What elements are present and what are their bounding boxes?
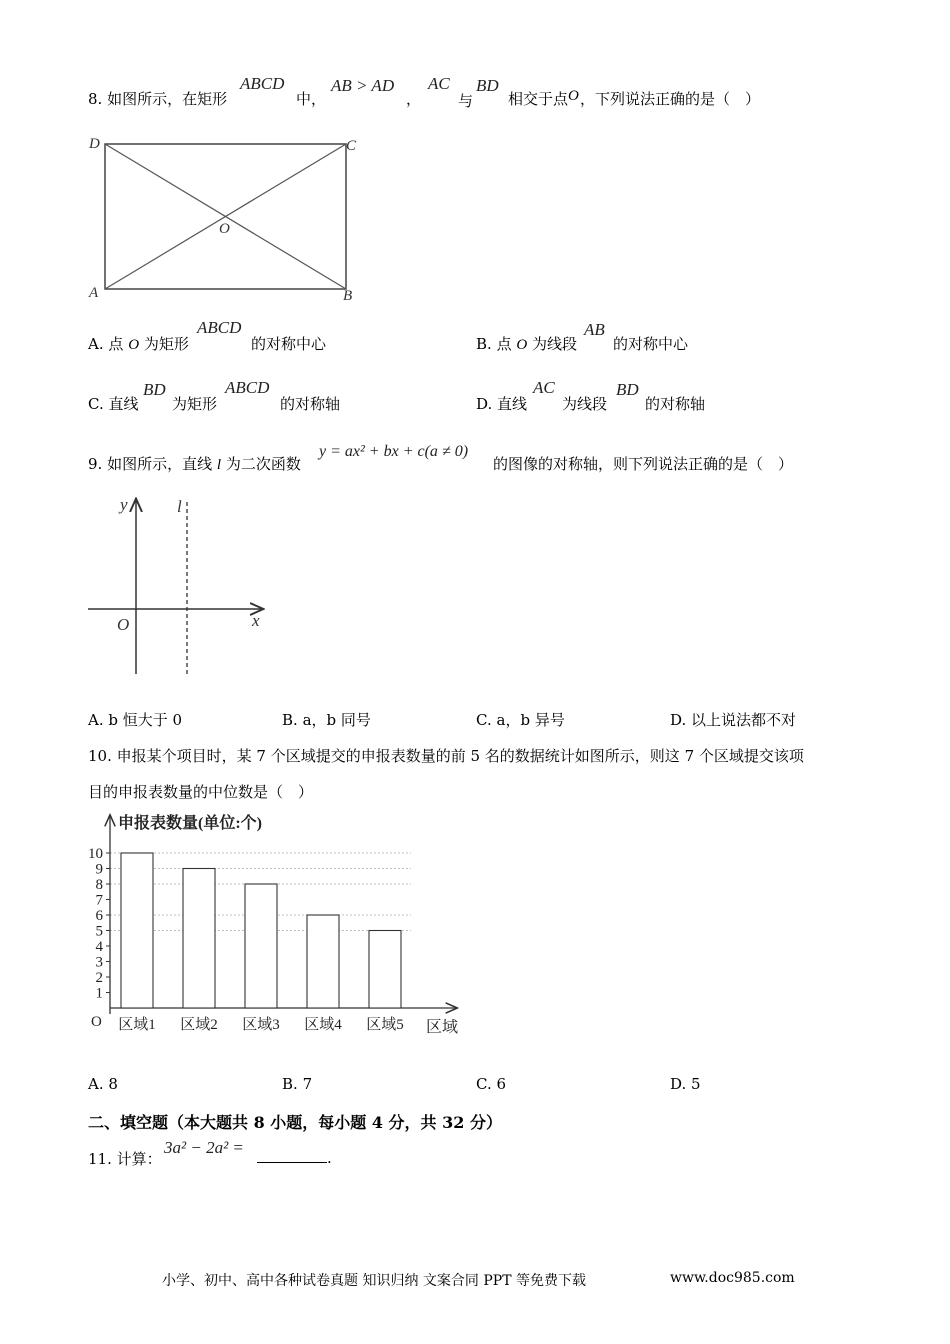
q8-option-c[interactable]	[88, 393, 139, 414]
bar-1	[121, 853, 153, 1008]
q8-option-b[interactable]	[476, 333, 577, 354]
y-tick-label-1: 1	[95, 985, 103, 1002]
q8-text-4: 与	[458, 92, 474, 110]
option-text: 直线	[497, 395, 528, 413]
option-key: D.	[476, 395, 493, 413]
option-var: O	[128, 337, 140, 353]
y-tick-label-8: 8	[95, 877, 103, 893]
section-2-title: 二、填空题（本大题共 8 小题，每小题 4 分，共 32 分）	[88, 1113, 502, 1132]
q10-bar-chart	[84, 808, 474, 1038]
y-tick-label-4: 4	[95, 939, 103, 955]
q9-option-b[interactable]	[282, 709, 371, 730]
q10-option-d[interactable]	[670, 1075, 701, 1093]
option-key: D.	[670, 711, 687, 729]
bar-2	[183, 869, 215, 1009]
q8-option-c-math-2: ABCD	[225, 378, 270, 397]
q8-option-b-math: AB	[584, 320, 605, 339]
q10-number: 10.	[88, 747, 112, 765]
option-key: A.	[88, 711, 104, 729]
y-tick-label-3: 3	[95, 954, 103, 971]
y-tick-label-5: 5	[95, 923, 103, 940]
category-label-1: 区域1	[118, 1017, 156, 1033]
q11-formula: 3a² − 2a² =	[164, 1138, 244, 1157]
bar-3	[245, 884, 277, 1008]
q8-option-c-tail: 的对称轴	[280, 395, 341, 413]
y-axis-label: y	[120, 495, 128, 514]
q8-option-d[interactable]	[476, 393, 527, 414]
q8-option-b-tail: 的对称中心	[613, 335, 689, 353]
option-key: A.	[88, 335, 104, 353]
answer-blank-line	[257, 1148, 327, 1163]
option-text: 5	[691, 1075, 701, 1093]
x-axis-label: x	[252, 611, 260, 630]
q8-option-c-math-1: BD	[143, 380, 166, 399]
category-label-3: 区域3	[242, 1017, 280, 1033]
bar-4	[307, 915, 339, 1008]
option-key: C.	[88, 395, 104, 413]
q9-option-a[interactable]	[88, 709, 182, 730]
q8-option-d-tail: 的对称轴	[645, 395, 706, 413]
option-text: 直线	[108, 395, 139, 413]
option-text: a，b 同号	[302, 711, 371, 729]
q8-rectangle-figure	[84, 130, 374, 310]
q8-option-c-text-2: 为矩形	[172, 395, 218, 413]
q8-number: 8.	[88, 90, 103, 108]
category-label-4: 区域4	[304, 1017, 342, 1033]
q11-answer-blank[interactable]	[257, 1148, 332, 1167]
q9-option-c[interactable]	[476, 709, 565, 730]
q8-math-ab-gt-ad: AB > AD	[331, 76, 395, 95]
option-key: C.	[476, 1075, 492, 1093]
q8-option-a-math: ABCD	[197, 318, 242, 337]
option-key: C.	[476, 711, 492, 729]
q8-math-o: O	[568, 88, 579, 104]
option-text: 7	[302, 1075, 313, 1093]
option-key: B.	[282, 1075, 298, 1093]
y-tick-label-6: 6	[95, 908, 103, 924]
bar-5	[369, 931, 401, 1009]
origin-label: O	[91, 1014, 102, 1030]
q11-period: .	[327, 1149, 332, 1167]
q10-option-a[interactable]	[88, 1075, 118, 1093]
q8-option-a[interactable]	[88, 333, 189, 354]
q9-var-l: l	[216, 457, 222, 473]
option-text: 6	[496, 1075, 507, 1093]
origin-label: O	[117, 615, 130, 634]
q9-formula: y = ax² + bx + c(a ≠ 0)	[319, 443, 469, 460]
q9-stem	[88, 453, 301, 474]
q10-option-b[interactable]	[282, 1075, 312, 1093]
q8-math-bd: BD	[476, 76, 499, 95]
q9-text-1: 如图所示，直线	[107, 455, 213, 473]
q8-option-d-math-2: BD	[616, 380, 639, 399]
y-tick-label-2: 2	[95, 970, 103, 986]
y-axis-title: 申报表数量(单位:个)	[118, 815, 262, 832]
y-tick-label-7: 7	[95, 892, 103, 909]
option-var: O	[516, 337, 528, 353]
q8-text-5: 相交于点	[508, 90, 569, 108]
footer-url[interactable]: www.doc985.com	[670, 1270, 795, 1286]
option-text: b 恒大于 0	[108, 711, 183, 729]
line-l-label: l	[177, 497, 182, 516]
option-key: A.	[88, 1075, 104, 1093]
category-label-5: 区域5	[366, 1017, 404, 1033]
option-text: 为线段	[532, 335, 578, 353]
q8-option-a-tail: 的对称中心	[251, 335, 327, 353]
q8-option-d-math-1: AC	[533, 378, 555, 397]
q11-number: 11.	[88, 1150, 112, 1168]
q10-stem-line-1	[88, 745, 804, 766]
option-key: B.	[476, 335, 492, 353]
vertex-label-a: A	[89, 285, 99, 301]
q10-stem-line-2: 目的申报表数量的中位数是（ ）	[88, 783, 314, 801]
q8-text-2: 中，	[296, 90, 327, 108]
x-axis-title: 区域	[426, 1019, 459, 1036]
option-text: 为矩形	[143, 335, 189, 353]
y-tick-label-10: 10	[88, 846, 103, 862]
q10-text-1: 申报某个项目时，某 7 个区域提交的申报表数量的前 5 名的数据统计如图所示，则这 7 个区域提交该项	[116, 747, 804, 765]
option-text: a，b 异号	[496, 711, 565, 729]
q9-text-3: 的图像的对称轴，则下列说法正确的是（ ）	[493, 455, 794, 473]
q9-option-d[interactable]	[670, 709, 796, 730]
option-text: 8	[108, 1075, 118, 1093]
q9-axes-figure	[84, 490, 274, 680]
option-text: 以上说法都不对	[691, 711, 797, 729]
vertex-label-d: D	[89, 136, 100, 152]
q8-math-abcd: ABCD	[240, 74, 285, 93]
q8-text-6: ，下列说法正确的是（ ）	[580, 90, 761, 108]
q9-text-2: 为二次函数	[225, 455, 301, 473]
option-key: D.	[670, 1075, 687, 1093]
y-tick-label-9: 9	[95, 861, 103, 878]
q9-number: 9.	[88, 455, 103, 473]
q8-text-3: ，	[406, 90, 422, 108]
q11-text: 计算：	[116, 1150, 162, 1168]
option-text: 点	[108, 335, 124, 353]
vertex-label-c: C	[346, 138, 357, 154]
category-label-2: 区域2	[180, 1017, 218, 1033]
option-key: B.	[282, 711, 298, 729]
q8-math-ac: AC	[428, 74, 450, 93]
center-label-o: O	[219, 221, 230, 237]
footer-text: 小学、初中、高中各种试卷真题 知识归纳 文案合同 PPT 等免费下载	[162, 1273, 586, 1289]
q11-stem	[88, 1148, 162, 1169]
vertex-label-b: B	[343, 288, 353, 304]
q8-option-d-text-2: 为线段	[562, 395, 608, 413]
q10-option-c[interactable]	[476, 1075, 506, 1093]
q8-text-1: 如图所示，在矩形	[107, 90, 228, 108]
option-text: 点	[496, 335, 512, 353]
q8-stem	[88, 88, 227, 109]
